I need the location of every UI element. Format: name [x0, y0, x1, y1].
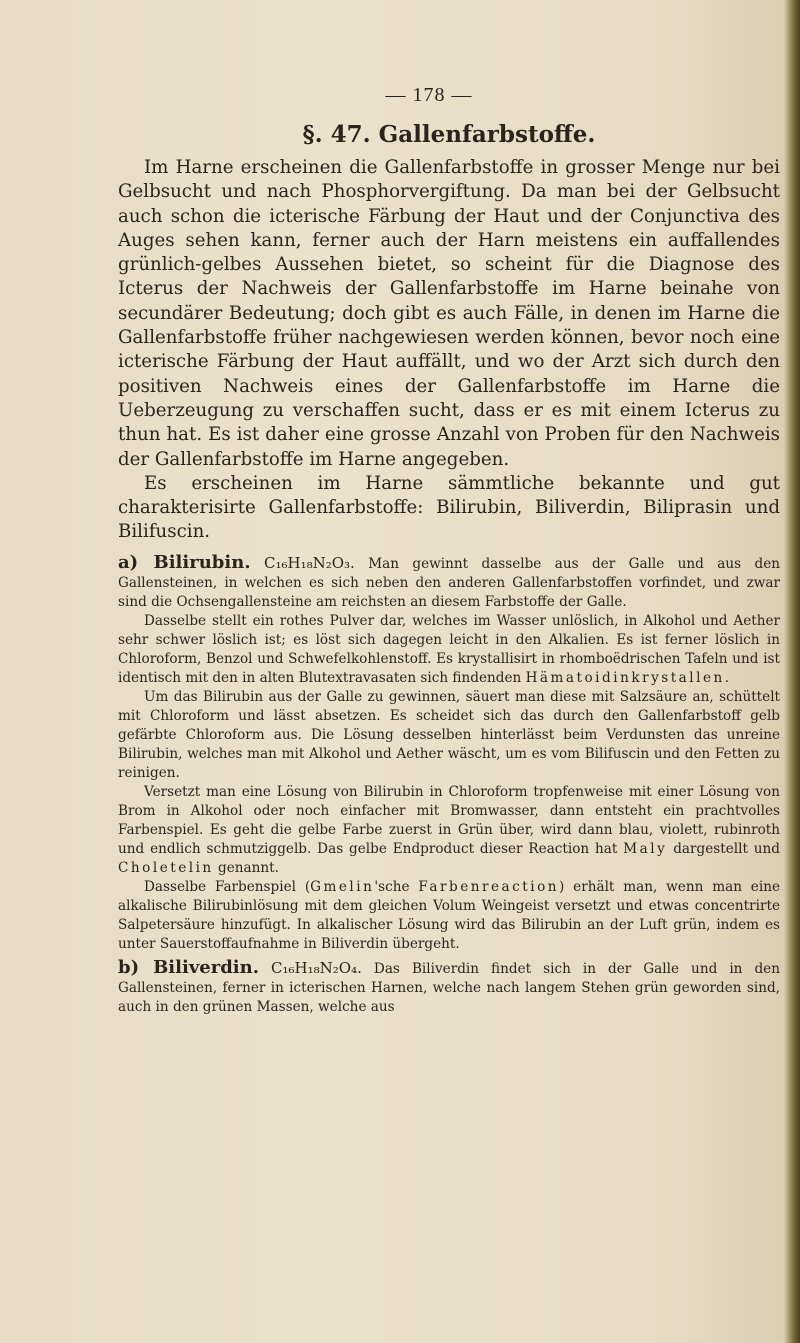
bilirubin-formula: C₁₆H₁₈N₂O₃.	[263, 553, 355, 572]
page-edge-shadow	[784, 0, 800, 1343]
biliverdin-text: Das Biliverdin findet sich in der Galle und in den Gallensteinen, ferner in icterischen Harnen, welche nach langem Stehen grün geworden sind, auch in den grünen Massen, welche aus	[118, 960, 780, 1015]
bilirubin-paragraph-2: Dasselbe stellt ein rothes Pulver dar, welches im Wasser unlöslich, in Alkohol und Aether sehr schwer löslich ist; es löst sich dagegen leicht in den Alkalien. Es ist ferner löslich in Chloroform, Benzol und Schwefelkohlenstoff. Es krystallisirt in rhomboëdrischen Tafeln und ist identisch mit den in alten Blutextravasaten sich findenden Hämatoidinkrystallen.	[118, 612, 780, 686]
intro-text	[118, 156, 780, 545]
bilirubin-paragraph-1	[118, 553, 780, 612]
bilirubin-section	[118, 553, 780, 954]
intro-paragraph-2: Es erscheinen im Harne sämmtliche bekannte und gut charakterisirte Gallenfarbstoffe: Bilirubin, Biliverdin, Biliprasin und Bilifuscin.	[118, 472, 780, 543]
name-gmelin: Gmelin	[310, 878, 375, 895]
biliverdin-paragraph-1	[118, 958, 780, 1017]
biliverdin-section	[118, 958, 780, 1017]
bilirubin-text: Man gewinnt dasselbe aus der Galle und aus den Gallensteinen, in welchen es sich neben den anderen Gallenfarbstoffen vorfindet, und zwar sind die Ochsengallensteine am reichsten an diesem Farbstoffe der Galle.	[118, 555, 780, 610]
section-title: §. 47. Gallenfarbstoffe.	[302, 121, 596, 148]
term-haematoidin: Hämatoidinkrystallen.	[525, 669, 732, 686]
term-choletelin: Choletelin	[118, 859, 214, 876]
name-maly: Maly	[623, 840, 668, 857]
page-content	[118, 84, 780, 1017]
bilirubin-paragraph-4: Versetzt man eine Lösung von Bilirubin in Chloroform tropfenweise mit einer Lösung von Brom in Alkohol oder noch einfacher mit Bromwasser, dann entsteht ein prachtvolles Farbenspiel. Es geht die gelbe Farbe zuerst in Grün über, wird dann blau, violett, rubinroth und endlich schmutziggelb. Das gelbe Endproduct dieser Reaction hat Maly dargestellt und Choletelin genannt.	[118, 783, 780, 876]
bilirubin-heading: a) Bilirubin.	[118, 551, 251, 573]
page-number: — 178 —	[385, 84, 473, 106]
biliverdin-heading: b) Biliverdin.	[118, 956, 259, 978]
bilirubin-paragraph-5: Dasselbe Farbenspiel (Gmelin'sche Farbenreaction) erhält man, wenn man eine alkalische Bilirubinlösung mit dem gleichen Volum Weingeist versetzt und etwas concentrirte Salpetersäure hinzufügt. In alkalischer Lösung wird das Bilirubin an der Luft grün, indem es unter Sauerstoffaufnahme in Biliverdin übergeht.	[118, 878, 780, 952]
intro-paragraph-1: Im Harne erscheinen die Gallenfarbstoffe in grosser Menge nur bei Gelbsucht und nach Phosphorvergiftung. Da man bei der Gelbsucht auch schon die icterische Färbung der Haut und der Conjunctiva des Auges sehen kann, ferner auch der Harn meistens ein auffallendes grünlich-gelbes Aussehen bietet, so scheint für die Diagnose des Icterus der Nachweis der Gallenfarbstoffe im Harne beinahe von secundärer Bedeutung; doch gibt es auch Fälle, in denen im Harne die Gallenfarbstoffe früher nachgewiesen werden können, bevor noch eine icterische Färbung der Haut auffällt, und wo der Arzt sich durch den positiven Nachweis eines der Gallenfarbstoffe im Harne die Ueberzeugung zu verschaffen sucht, dass er es mit einem Icterus zu thun hat. Es ist daher eine grosse Anzahl von Proben für den Nachweis der Gallenfarbstoffe im Harne angegeben.	[118, 157, 780, 470]
biliverdin-formula: C₁₆H₁₈N₂O₄.	[271, 958, 362, 977]
term-farbenreaction: Farbenreaction	[418, 878, 560, 895]
bilirubin-paragraph-3: Um das Bilirubin aus der Galle zu gewinnen, säuert man diese mit Salzsäure an, schüttelt mit Chloroform und lässt absetzen. Es scheidet sich das durch den Gallenfarbstoff gelb gefärbte Chloroform aus. Die Lösung desselben hinterlässt beim Verdunsten das unreine Bilirubin, welches man mit Alkohol und Aether wäscht, um es vom Bilifuscin und den Fetten zu reinigen.	[118, 688, 780, 781]
